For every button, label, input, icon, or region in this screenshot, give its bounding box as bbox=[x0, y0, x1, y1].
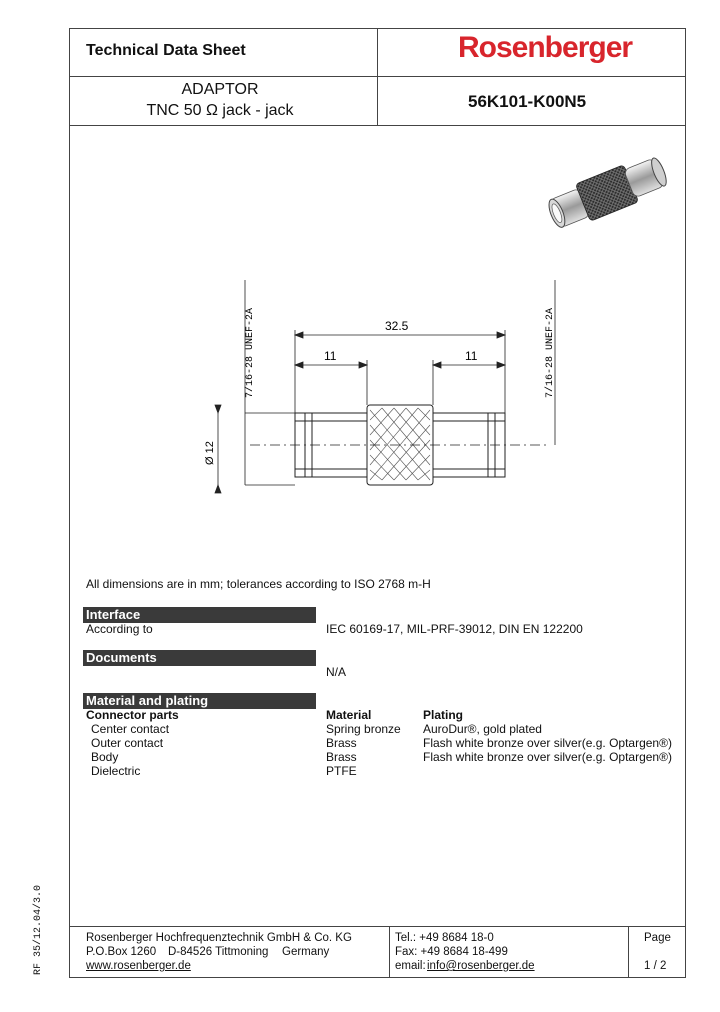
document-code: RF 35/12.04/3.0 bbox=[33, 884, 44, 975]
part-number: 56K101-K00N5 bbox=[468, 92, 587, 111]
material-heading: Material and plating bbox=[83, 693, 316, 709]
documents-value: N/A bbox=[326, 665, 347, 679]
documents-heading: Documents bbox=[83, 650, 316, 666]
header-vertical-divider bbox=[377, 28, 378, 125]
part-plating: AuroDur®, gold plated bbox=[423, 722, 542, 736]
part-material: Spring bronze bbox=[326, 722, 401, 736]
interface-label: According to bbox=[86, 622, 153, 636]
dim-total-label: 32.5 bbox=[385, 319, 409, 333]
footer-tel: Tel.: +49 8684 18-0 bbox=[395, 932, 494, 944]
part-material: Brass bbox=[326, 736, 357, 750]
footer-fax: Fax: +49 8684 18-499 bbox=[395, 946, 508, 958]
footer-page-label: Page bbox=[644, 932, 671, 944]
thread-right-label: 7/16-28 UNEF-2A bbox=[545, 307, 556, 398]
footer-divider bbox=[69, 926, 686, 927]
part-material: Brass bbox=[326, 750, 357, 764]
footer-pobox: P.O.Box 1260 bbox=[86, 946, 157, 958]
footer-city: D-84526 Tittmoning bbox=[168, 946, 269, 958]
product-description: TNC 50 Ω jack - jack bbox=[146, 102, 294, 119]
dim-left-label: 11 bbox=[324, 349, 337, 363]
technical-drawing bbox=[190, 280, 560, 510]
col-plating: Plating bbox=[423, 708, 464, 722]
part-name: Center contact bbox=[91, 722, 170, 736]
brand-logo: Rosenberger bbox=[458, 31, 633, 64]
footer-email-link[interactable]: info@rosenberger.de bbox=[427, 960, 535, 972]
dim-right-label: 11 bbox=[465, 349, 478, 363]
footer-vertical-divider-1 bbox=[389, 926, 390, 978]
tolerance-note: All dimensions are in mm; tolerances according to ISO 2768 m-H bbox=[86, 577, 431, 591]
product-type: ADAPTOR bbox=[181, 81, 259, 98]
footer-page-number: 1 / 2 bbox=[644, 960, 667, 972]
col-connector-parts: Connector parts bbox=[86, 708, 179, 722]
document-title: Technical Data Sheet bbox=[86, 42, 246, 59]
footer-country: Germany bbox=[282, 946, 330, 958]
part-plating: Flash white bronze over silver(e.g. Optargen®) bbox=[423, 750, 672, 764]
thread-left-label: 7/16-28 UNEF-2A bbox=[245, 307, 256, 398]
part-name: Body bbox=[91, 750, 119, 764]
footer-company: Rosenberger Hochfrequenztechnik GmbH & Co. KG bbox=[86, 932, 352, 944]
part-name: Outer contact bbox=[91, 736, 164, 750]
interface-heading: Interface bbox=[83, 607, 316, 623]
interface-value: IEC 60169-17, MIL-PRF-39012, DIN EN 122200 bbox=[326, 622, 583, 636]
dim-diameter-label: Ø 12 bbox=[204, 441, 216, 465]
col-material: Material bbox=[326, 708, 372, 722]
footer-website-link[interactable]: www.rosenberger.de bbox=[86, 960, 191, 972]
header-divider-2 bbox=[69, 125, 686, 126]
part-name: Dielectric bbox=[91, 764, 141, 778]
part-material: PTFE bbox=[326, 764, 357, 778]
part-plating: Flash white bronze over silver(e.g. Optargen®) bbox=[423, 736, 672, 750]
footer-vertical-divider-2 bbox=[628, 926, 629, 978]
product-photo bbox=[545, 148, 670, 238]
footer-email-label: email: bbox=[395, 960, 426, 972]
